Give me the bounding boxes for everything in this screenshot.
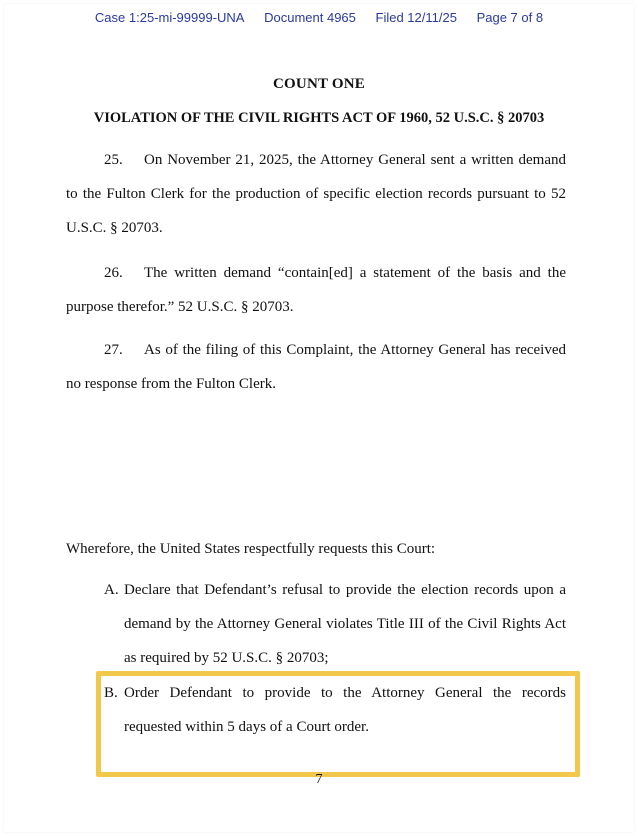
wherefore-clause: Wherefore, the United States respectfully requests this Court:: [66, 541, 436, 557]
case-number: Case 1:25-mi-99999-UNA: [94, 10, 245, 25]
count-title: COUNT ONE: [273, 76, 365, 92]
paragraph-text: The written demand “contain[ed] a statement of the basis and the purpose therefor.” 52 U.S.C. § 20703.: [66, 265, 566, 315]
paragraph-number: 27.: [104, 342, 123, 358]
request-letter: B.: [104, 685, 118, 701]
filed-date: Filed 12/11/25: [375, 10, 457, 25]
highlight-box: [96, 671, 580, 777]
paragraph-27: [66, 333, 566, 401]
paragraph-number: 25.: [104, 152, 123, 168]
page-indicator: Page 7 of 8: [476, 10, 544, 25]
paragraph-25: [66, 143, 566, 245]
paragraph-number: 26.: [104, 265, 123, 281]
request-text: Order Defendant to provide to the Attorney General the records requested within 5 days of a Court order.: [124, 685, 566, 735]
request-a: [104, 573, 566, 675]
ecf-header: [0, 10, 638, 25]
document-number: Document 4965: [264, 10, 356, 25]
paragraph-text: On November 21, 2025, the Attorney General sent a written demand to the Fulton Clerk for the production of specific election records pursuant to 52 U.S.C. § 20703.: [66, 152, 566, 236]
request-letter: A.: [104, 582, 119, 598]
violation-title: VIOLATION OF THE CIVIL RIGHTS ACT OF 1960, 52 U.S.C. § 20703: [93, 110, 545, 126]
page-number: 7: [315, 772, 323, 787]
request-text: Declare that Defendant’s refusal to provide the election records upon a demand by the Attorney General violates Title III of the Civil Rights Act as required by 52 U.S.C. § 20703;: [124, 582, 566, 666]
paragraph-26: [66, 256, 566, 324]
paragraph-text: As of the filing of this Complaint, the Attorney General has received no response from the Fulton Clerk.: [66, 342, 566, 392]
